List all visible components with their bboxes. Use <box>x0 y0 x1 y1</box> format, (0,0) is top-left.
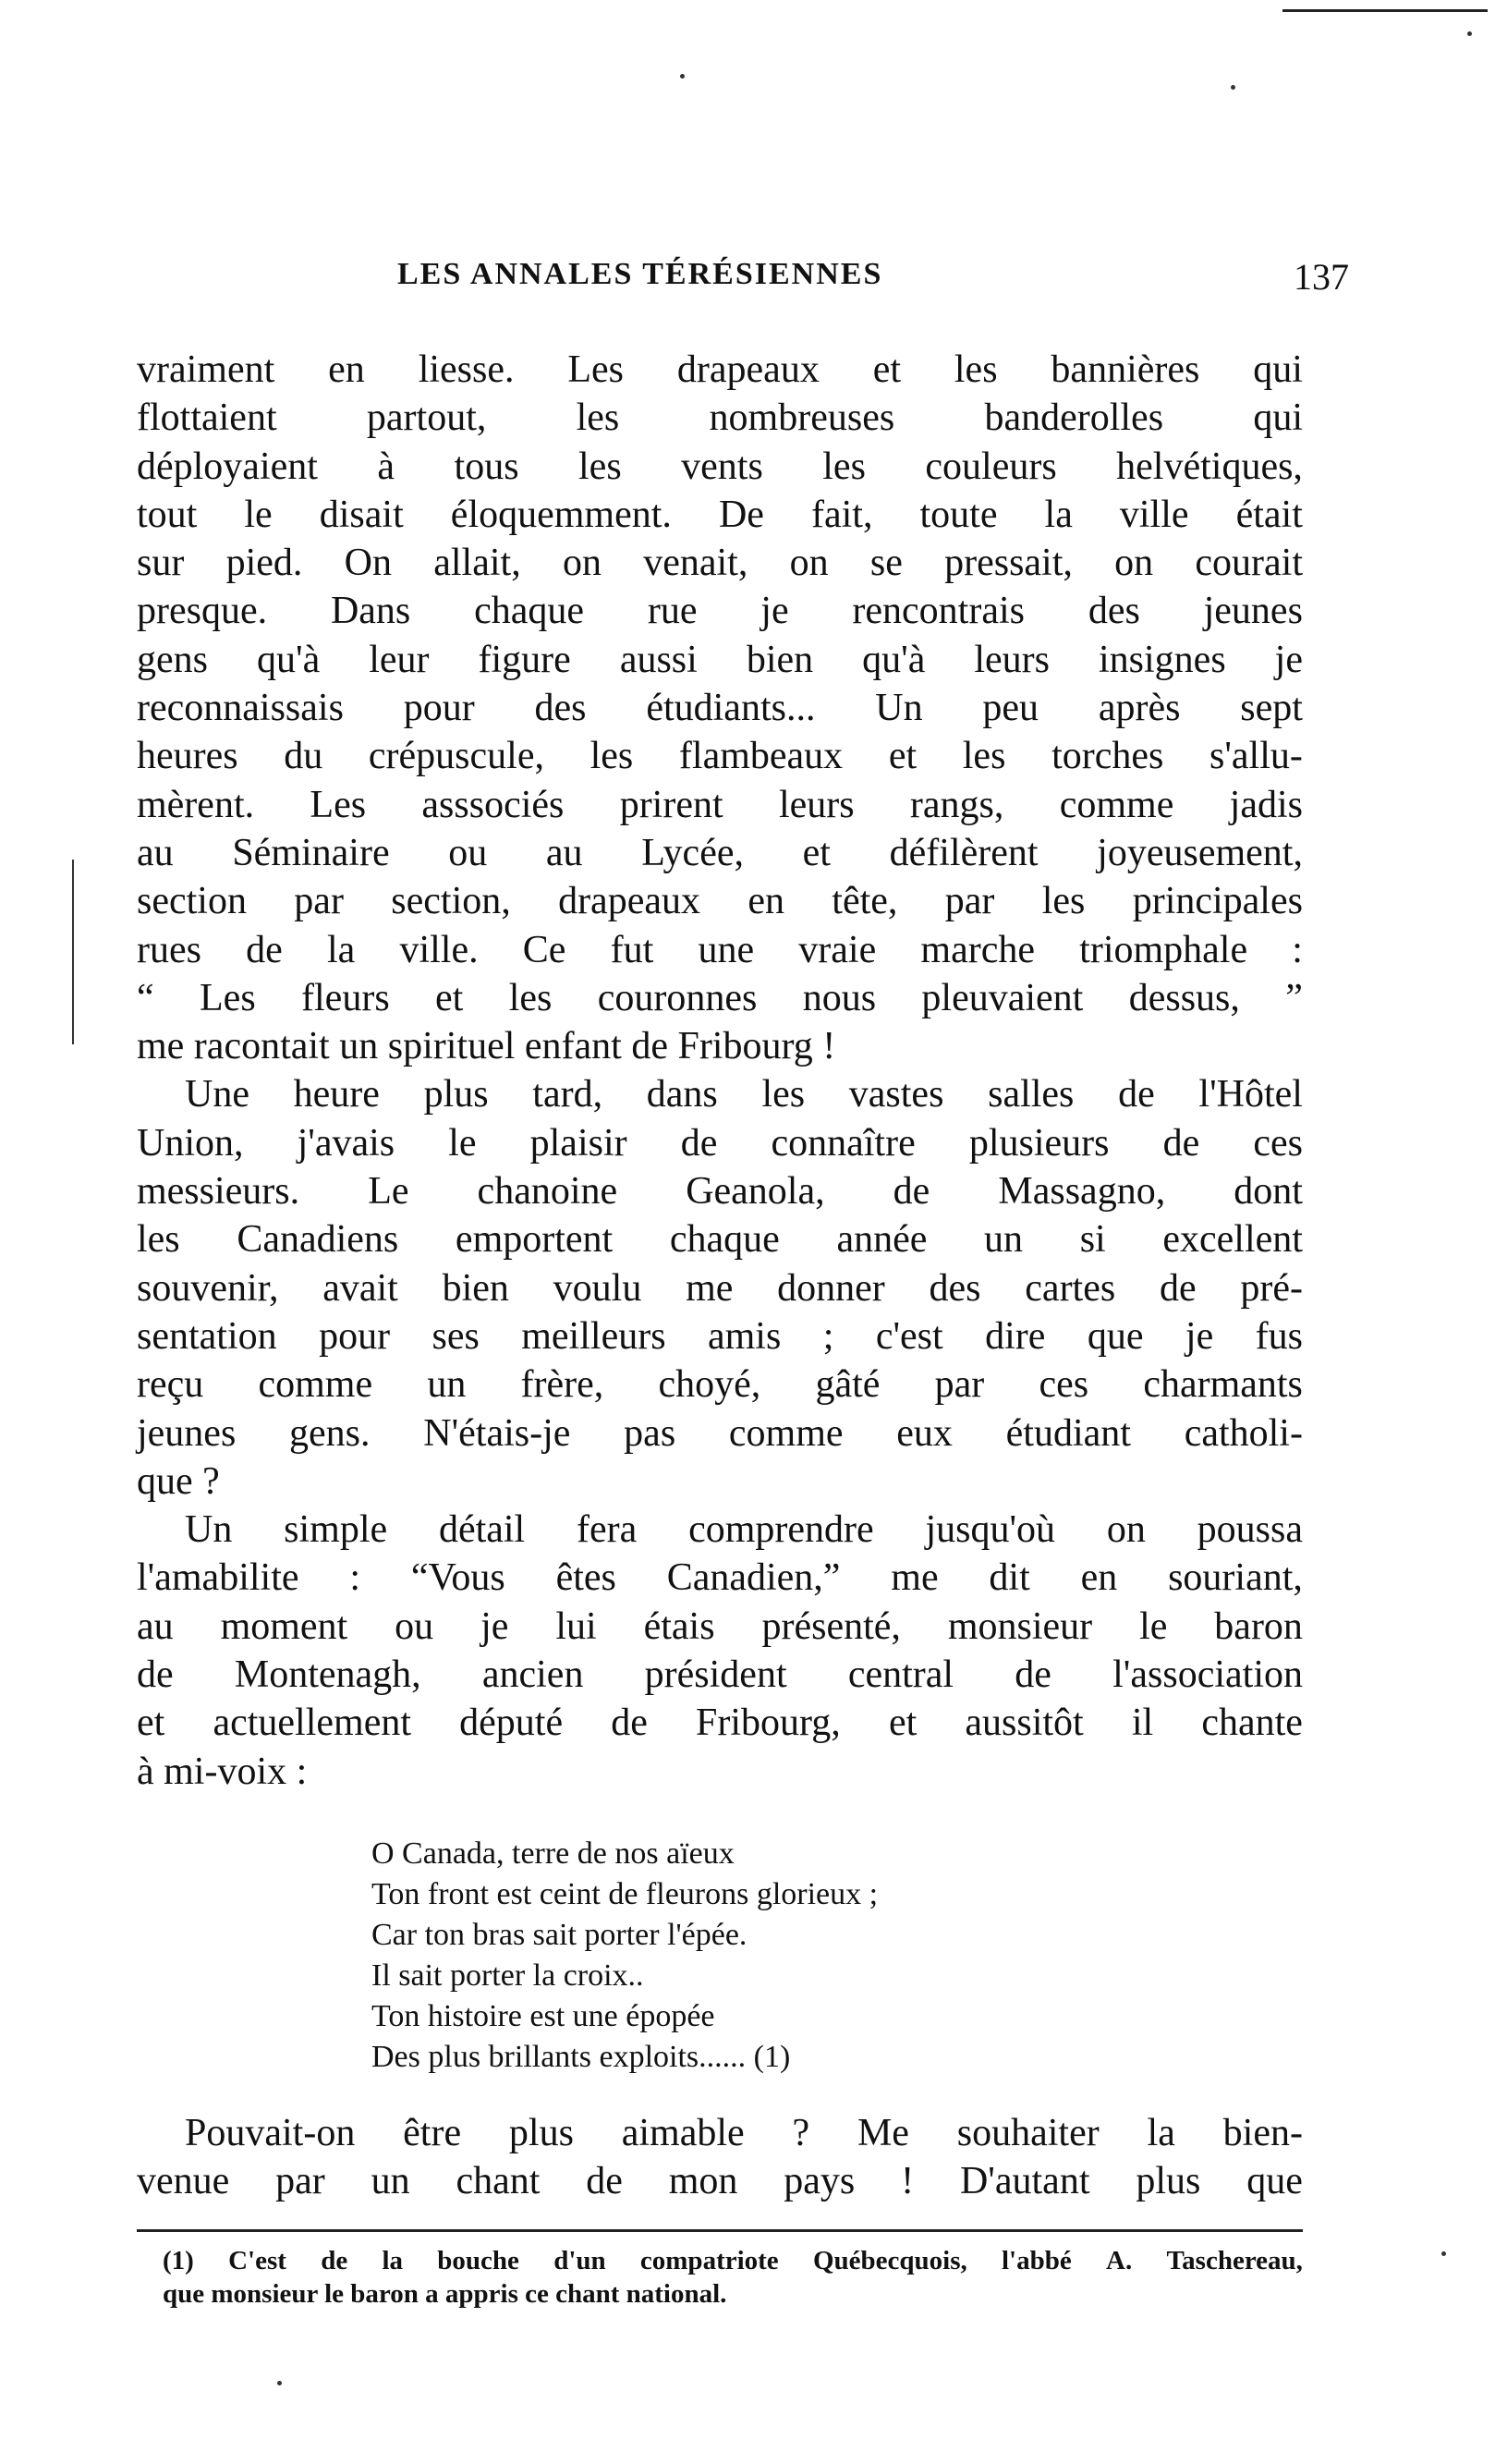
text-line: tout le disait éloquemment. De fait, toute la ville était <box>137 493 1303 536</box>
poem-line: Il sait porter la croix.. <box>371 1958 644 1993</box>
text-line: “ Les fleurs et les couronnes nous pleuvaient dessus, ” <box>137 976 1303 1019</box>
poem-line: O Canada, terre de nos aïeux <box>371 1836 735 1871</box>
ink-speck <box>277 2381 282 2385</box>
text-line: les Canadiens emportent chaque année un si excellent <box>137 1218 1303 1262</box>
text-line: flottaient partout, les nombreuses banderolles qui <box>137 396 1303 440</box>
text-line: gens qu'à leur figure aussi bien qu'à leurs insignes je <box>137 638 1303 681</box>
body-text <box>137 346 1303 1796</box>
text-line: presque. Dans chaque rue je rencontrais des jeunes <box>137 590 1303 633</box>
text-line: reconnaissais pour des étudiants... Un peu après sept <box>137 687 1303 730</box>
text-line: vraiment en liesse. Les drapeaux et les bannières qui <box>137 348 1303 391</box>
text-line: de Montenagh, ancien président central de l'association <box>137 1653 1303 1697</box>
text-line: section par section, drapeaux en tête, par les principales <box>137 880 1303 923</box>
footnote-line: que monsieur le baron a appris ce chant national. <box>163 2279 727 2309</box>
ink-speck <box>680 74 685 79</box>
ink-speck <box>1231 85 1235 90</box>
top-edge-rule <box>1282 9 1488 12</box>
text-line: Union, j'avais le plaisir de connaître plusieurs de ces <box>137 1121 1303 1165</box>
footnote-line: (1) C'est de la bouche d'un compatriote Québecquois, l'abbé A. Taschereau, <box>163 2246 1303 2275</box>
text-line: jeunes gens. N'étais-je pas comme eux étudiant catholi- <box>137 1411 1303 1455</box>
text-line: venue par un chant de mon pays ! D'autant plus que <box>137 2160 1303 2203</box>
footnote <box>163 2244 1303 2311</box>
text-line: messieurs. Le chanoine Geanola, de Massagno, dont <box>137 1170 1303 1214</box>
text-line: sur pied. On allait, on venait, on se pressait, on courait <box>137 542 1303 585</box>
ink-speck <box>1441 2251 1446 2256</box>
text-line: souvenir, avait bien voulu me donner des cartes de pré- <box>137 1266 1303 1310</box>
ink-speck <box>1467 31 1472 36</box>
footnote-rule <box>137 2229 1303 2232</box>
poem-line: Des plus brillants exploits...... (1) <box>371 2040 791 2074</box>
running-title: LES ANNALES TÉRÉSIENNES <box>397 257 883 291</box>
text-line: au Séminaire ou au Lycée, et défilèrent joyeusement, <box>137 831 1303 874</box>
margin-mark <box>72 860 74 1044</box>
text-line: déployaient à tous les vents les couleurs helvétiques, <box>137 445 1303 488</box>
text-line: que ? <box>137 1459 220 1503</box>
text-line: l'amabilite : “Vous êtes Canadien,” me dit en souriant, <box>137 1556 1303 1600</box>
text-line: et actuellement député de Fribourg, et aussitôt il chante <box>137 1702 1303 1745</box>
running-header <box>397 257 1349 303</box>
page-number: 137 <box>1294 256 1349 298</box>
body-text-continued <box>137 2109 1303 2206</box>
text-line: Un simple détail fera comprendre jusqu'où on poussa <box>185 1508 1303 1552</box>
poem-quote <box>371 1834 1203 2078</box>
text-line: mèrent. Les asssociés prirent leurs rangs, comme jadis <box>137 783 1303 826</box>
poem-line: Ton front est ceint de fleurons glorieux ; <box>371 1877 879 1911</box>
poem-line: Car ton bras sait porter l'épée. <box>371 1918 748 1952</box>
poem-line: Ton histoire est une épopée <box>371 1999 715 2033</box>
text-line: sentation pour ses meilleurs amis ; c'est dire que je fus <box>137 1314 1303 1358</box>
text-line: me racontait un spirituel enfant de Fribourg ! <box>137 1025 836 1068</box>
text-line: reçu comme un frère, choyé, gâté par ces charmants <box>137 1363 1303 1407</box>
text-line: heures du crépuscule, les flambeaux et les torches s'allu- <box>137 735 1303 778</box>
text-line: au moment ou je lui étais présenté, monsieur le baron <box>137 1604 1303 1648</box>
text-line: à mi-voix : <box>137 1750 308 1793</box>
text-line: Pouvait-on être plus aimable ? Me souhaiter la bien- <box>185 2112 1303 2154</box>
text-line: Une heure plus tard, dans les vastes salles de l'Hôtel <box>185 1073 1303 1116</box>
text-line: rues de la ville. Ce fut une vraie marche triomphale : <box>137 928 1303 971</box>
